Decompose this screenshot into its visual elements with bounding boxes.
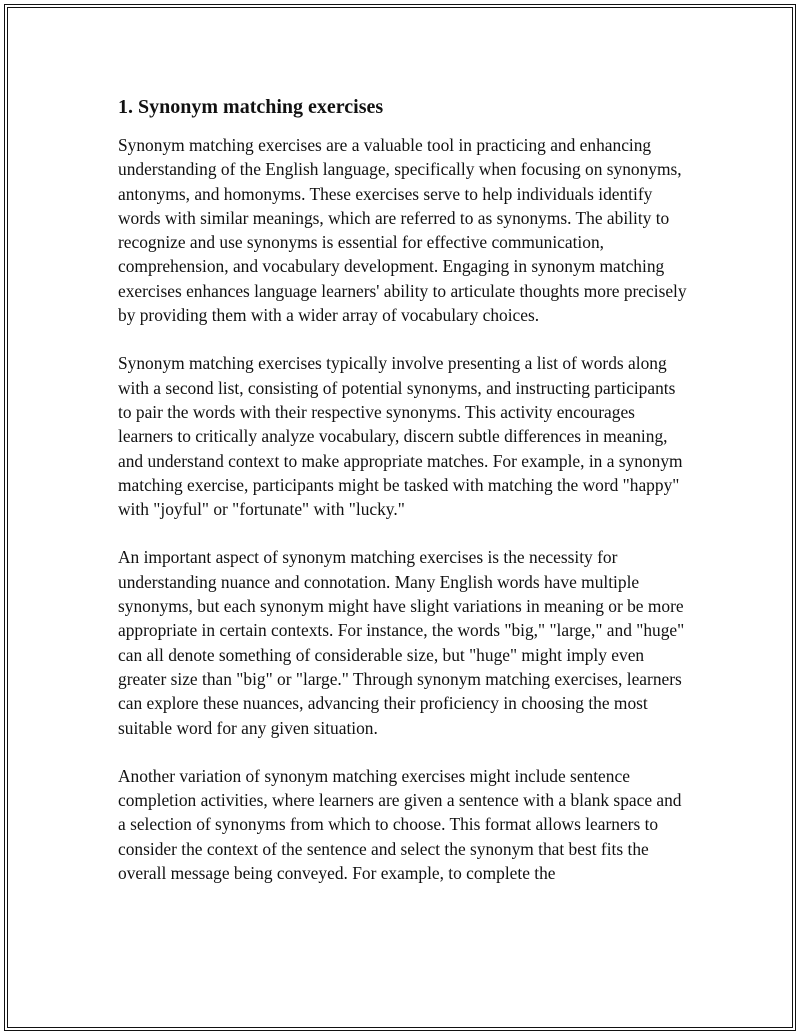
paragraph-3: An important aspect of synonym matching exercises is the necessity for understanding nuance and connotation. Many English words have multiple synonyms, but each synonym might have slight variations in meaning or be more appropriate in certain contexts. For instance, the words "big," "large," and "huge" can all denote something of considerable size, but "huge" might imply even greater size than "big" or "large." Through synonym matching exercises, learners can explore these nuances, advancing their proficiency in choosing the most suitable word for any given situation. bbox=[118, 547, 685, 738]
document-body bbox=[118, 95, 688, 909]
paragraph-4: Another variation of synonym matching exercises might include sentence completion activities, where learners are given a sentence with a blank space and a selection of synonyms from which to choose. This format allows learners to consider the context of the sentence and select the synonym that best fits the overall message being conveyed. For example, to complete the bbox=[118, 765, 682, 884]
paragraph-1: Synonym matching exercises are a valuable tool in practicing and enhancing understanding of the English language, specifically when focusing on synonyms, antonyms, and homonyms. These exercises serve to help individuals identify words with similar meanings, which are referred to as synonyms. The ability to recognize and use synonyms is essential for effective communication, comprehension, and vocabulary development. Engaging in synonym matching exercises enhances language learners' ability to articulate thoughts more precisely by providing them with a wider array of vocabulary choices. bbox=[118, 135, 687, 326]
paragraph-2: Synonym matching exercises typically involve presenting a list of words along with a second list, consisting of potential synonyms, and instructing participants to pair the words with their respective synonyms. This activity encourages learners to critically analyze vocabulary, discern subtle differences in meaning, and understand context to make appropriate matches. For example, in a synonym matching exercise, participants might be tasked with matching the word "happy" with "joyful" or "fortunate" with "lucky." bbox=[118, 353, 683, 520]
section-heading: 1. Synonym matching exercises bbox=[118, 96, 384, 118]
